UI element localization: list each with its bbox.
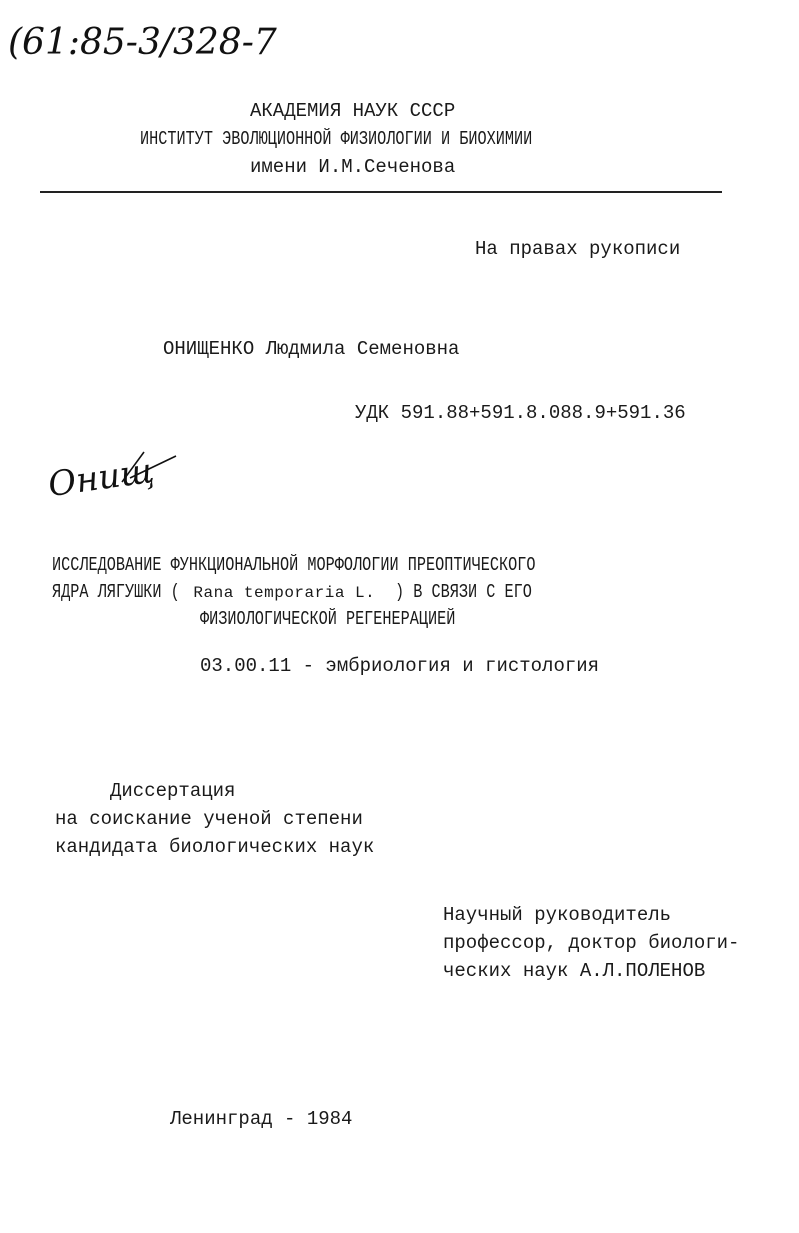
author-name: ОНИЩЕНКО Людмила Семеновна: [163, 338, 460, 360]
author-signature: Онищ: [45, 450, 157, 506]
specialty-code: 03.00.11 - эмбриология и гистология: [200, 655, 600, 677]
supervisor-title-line-2: ческих наук А.Л.ПОЛЕНОВ: [443, 960, 706, 982]
supervisor-title-line-1: профессор, доктор биологи-: [443, 932, 740, 954]
species-latin-name: Rana temporaria L.: [193, 584, 376, 602]
title-line-3: ФИЗИОЛОГИЧЕСКОЙ РЕГЕНЕРАЦИЕЙ: [200, 608, 456, 630]
dissertation-label: Диссертация: [110, 780, 236, 802]
udc-code: УДК 591.88+591.8.088.9+591.36: [355, 402, 686, 424]
signature-flourish: [120, 448, 180, 488]
supervisor-label: Научный руководитель: [443, 904, 672, 926]
institute-named-after: имени И.М.Сеченова: [250, 156, 456, 178]
title-line-2: [52, 581, 566, 604]
dissertation-degree-line-2: кандидата биологических наук: [55, 836, 375, 858]
city-year: Ленинград - 1984: [170, 1108, 353, 1130]
institute-name: ИНСТИТУТ ЭВОЛЮЦИОННОЙ ФИЗИОЛОГИИ И БИОХИМИИ: [140, 128, 533, 150]
academy-name: АКАДЕМИЯ НАУК СССР: [250, 100, 456, 122]
title-line-2-prefix: ЯДРА ЛЯГУШКИ (: [52, 581, 180, 603]
title-line-1: ИССЛЕДОВАНИЕ ФУНКЦИОНАЛЬНОЙ МОРФОЛОГИИ ПРЕОПТИЧЕСКОГО: [52, 554, 536, 576]
dissertation-degree-line-1: на соискание ученой степени: [55, 808, 363, 830]
title-line-2-suffix: ) В СВЯЗИ С ЕГО: [394, 581, 532, 603]
manuscript-rights-note: На правах рукописи: [475, 238, 681, 260]
handwritten-catalog-number: (61:85-3/328-7: [8, 22, 277, 63]
header-divider: [40, 191, 722, 193]
